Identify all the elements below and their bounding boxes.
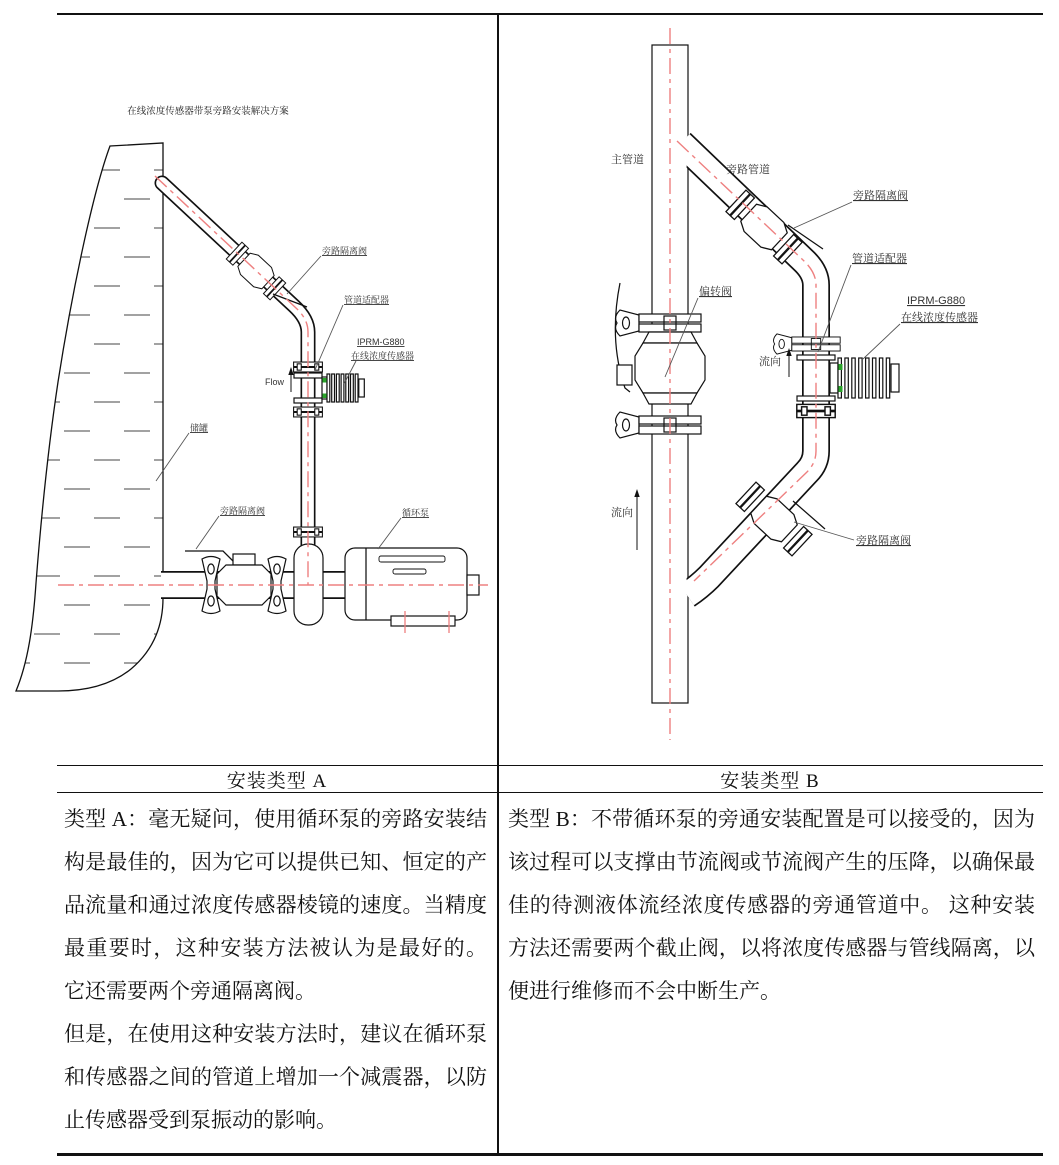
- sensor-mark-b2: [839, 386, 843, 392]
- table-bottom-rule: [57, 1153, 1043, 1156]
- label-bypass-valve-bottom-b: 旁路隔离阀: [856, 535, 911, 547]
- storage-tank-shape: [16, 143, 163, 691]
- type-a-paragraph-2: 但是，在使用这种安装方法时，建议在循环泵和传感器之间的管道上增加一个减震器，以防止传感器受到泵振动的影响。: [64, 1022, 487, 1132]
- label-sensor-model-a: IPRM-G880: [357, 337, 405, 347]
- installation-diagram-a: [0, 13, 497, 765]
- header-type-b: 安装类型 B: [720, 770, 820, 792]
- table-top-rule: [57, 13, 1043, 15]
- installation-diagram-b: [497, 13, 1059, 765]
- label-sensor-model-b: IPRM-G880: [907, 295, 966, 307]
- label-pipe-adapter-b: 管道适配器: [852, 253, 907, 265]
- label-flow-bypass: 流向: [759, 356, 781, 368]
- circulation-pump: [345, 548, 479, 633]
- label-bypass-valve-top-a: 旁路隔离阀: [322, 246, 368, 256]
- label-sensor-name-b: 在线浓度传感器: [901, 312, 978, 324]
- centerline-a-riser: [155, 176, 308, 585]
- table-header-row: [57, 765, 1043, 793]
- sensor-mark-b1: [839, 364, 843, 370]
- type-a-paragraph-1: 类型 A：毫无疑问，使用循环泵的旁路安装结构是最佳的，因为它可以提供已知、恒定的产品流量和通过浓度传感器棱镜的速度。当精度最重要时，这种安装方法被认为是最好的。 它还需要两个旁通隔离阀。: [64, 807, 487, 1003]
- label-sensor-name-a: 在线浓度传感器: [351, 351, 415, 361]
- diagram-a-title: 在线浓度传感器带泵旁路安装解决方案: [127, 106, 289, 117]
- label-storage-tank: 储罐: [190, 423, 209, 433]
- label-circulation-pump: 循环泵: [402, 508, 430, 518]
- label-pipe-adapter-a: 管道适配器: [344, 295, 390, 305]
- label-main-pipe: 主管道: [611, 154, 644, 166]
- description-type-b: [497, 793, 1043, 1153]
- description-type-a: [57, 793, 497, 1153]
- label-bypass-valve-bottom-a: 旁路隔离阀: [220, 506, 266, 516]
- label-flow-a: Flow: [264, 377, 284, 387]
- table-text-row: [57, 793, 1043, 1153]
- label-bypass-pipe: 旁路管道: [726, 164, 770, 176]
- label-deflection-valve: 偏转阀: [699, 286, 732, 298]
- sensor-mark-a1: [323, 378, 327, 383]
- sensor-b: [830, 358, 899, 398]
- label-flow-main: 流向: [611, 507, 633, 519]
- label-bypass-valve-top-b: 旁路隔离阀: [853, 190, 908, 202]
- sensor-a: [322, 374, 364, 402]
- type-b-paragraph-1: 类型 B：不带循环泵的旁通安装配置是可以接受的，因为该过程可以支撑由节流阀或节流阀产生的压降，以确保最佳的待测液体流经浓度传感器的旁通管道中。 这种安装方法还需要两个截止阀，以将浓度传感器与管线隔离，以便进行维修而不会中断生产。: [508, 807, 1035, 1003]
- header-type-a: 安装类型 A: [226, 770, 328, 792]
- sensor-mark-a2: [323, 394, 327, 399]
